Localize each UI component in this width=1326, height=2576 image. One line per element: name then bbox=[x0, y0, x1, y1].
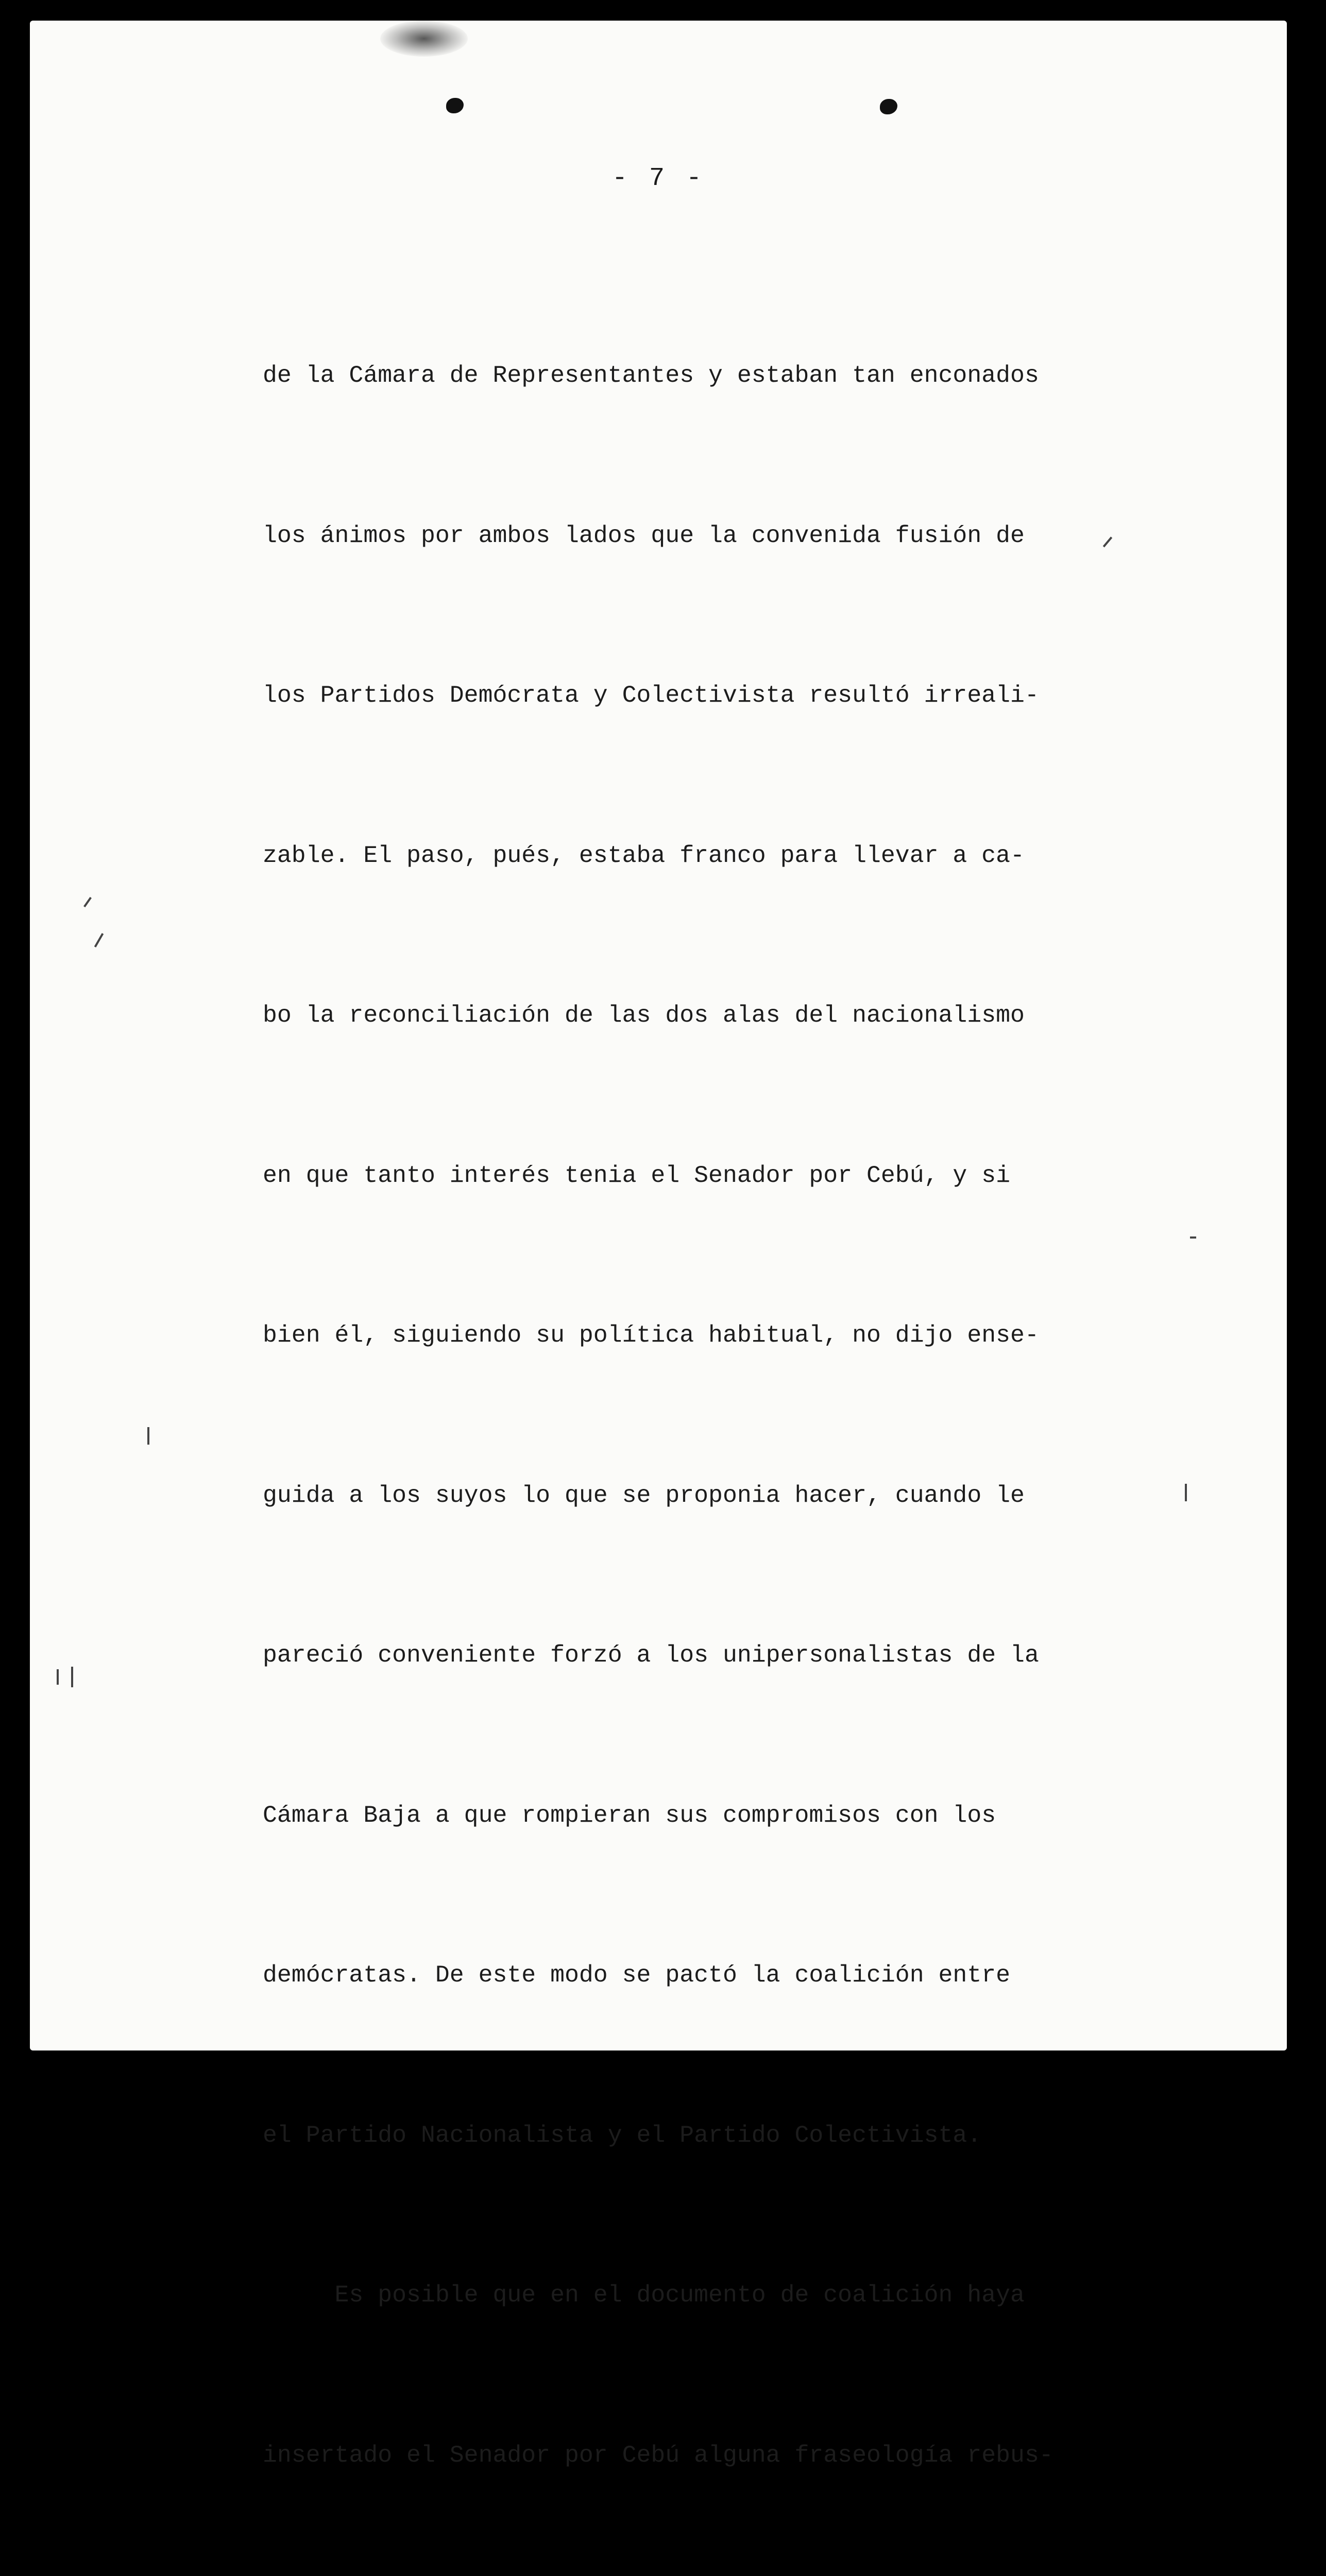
scan-mark bbox=[1185, 1484, 1187, 1501]
punch-hole-left bbox=[446, 98, 464, 113]
text-line: insertado el Senador por Cebú alguna fraseología rebus- bbox=[263, 2441, 1053, 2469]
page-number: - 7 - bbox=[611, 164, 705, 193]
text-line: en que tanto interés tenia el Senador por Cebú, y si bbox=[263, 1161, 1011, 1189]
text-line: bien él, siguiendo su política habitual, no dijo ense- bbox=[263, 1321, 1039, 1349]
text-line: de la Cámara de Representantes y estaban tan enconados bbox=[263, 362, 1039, 389]
scan-mark bbox=[83, 897, 92, 907]
text-line: Es posible que en el documento de coalición haya bbox=[263, 2281, 1025, 2309]
text-line: zable. El paso, pués, estaba franco para llevar a ca- bbox=[263, 841, 1025, 869]
scan-smudge bbox=[380, 21, 468, 57]
text-line: pareció conveniente forzó a los unipersonalistas de la bbox=[263, 1641, 1039, 1669]
text-line: Cámara Baja a que rompieran sus compromisos con los bbox=[263, 1801, 996, 1829]
body-text bbox=[263, 242, 1205, 2576]
text-line: el Partido Nacionalista y el Partido Colectivista. bbox=[263, 2121, 982, 2149]
scan-mark bbox=[94, 933, 104, 947]
text-line: demócratas. De este modo se pactó la coalición entre bbox=[263, 1961, 1011, 1989]
text-line: los ánimos por ambos lados que la convenida fusión de bbox=[263, 521, 1025, 549]
scan-mark bbox=[71, 1667, 73, 1687]
scan-mark bbox=[147, 1427, 149, 1445]
punch-hole-right bbox=[880, 99, 897, 114]
scan-mark bbox=[57, 1669, 59, 1685]
text-line: bo la reconciliación de las dos alas del nacionalismo bbox=[263, 1002, 1025, 1029]
document-page bbox=[30, 21, 1287, 2469]
text-line: guida a los suyos lo que se proponia hacer, cuando le bbox=[263, 1481, 1025, 1509]
text-line: los Partidos Demócrata y Colectivista resultó irreali- bbox=[263, 682, 1039, 709]
scan-mark bbox=[1190, 1236, 1196, 1239]
